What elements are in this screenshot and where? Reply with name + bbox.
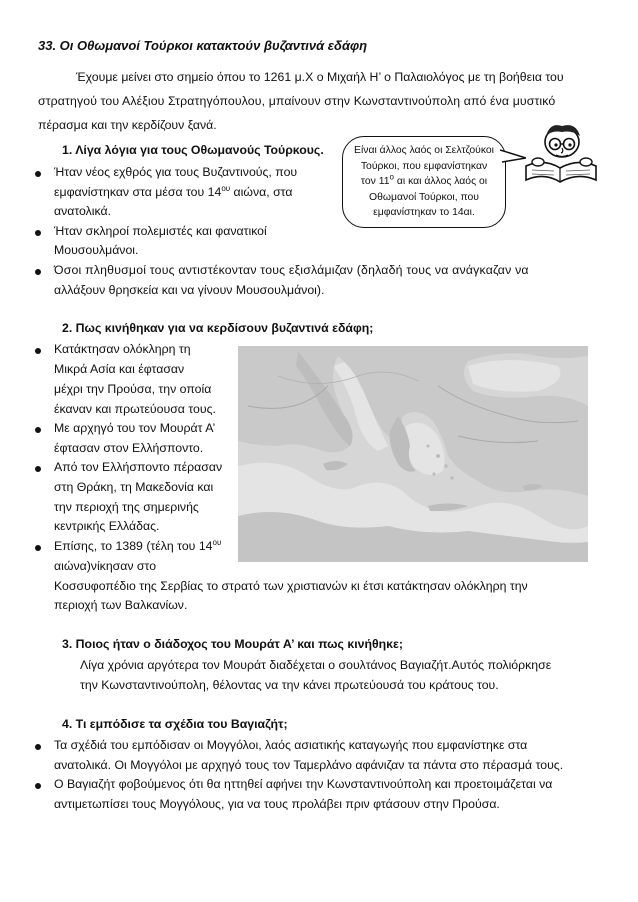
bullet <box>35 348 41 354</box>
section-2-bullet-1-line-4: έκαναν και πρωτεύουσα τους. <box>54 402 216 416</box>
section-2-bullet-3-line-4: κεντρικής Ελλάδας. <box>54 519 160 533</box>
section-1-bullet-1-line-1: Ήταν νέος εχθρός για τους Βυζαντινούς, που <box>54 165 298 179</box>
section-2-heading: 2. Πως κινήθηκαν για να κερδίσουν βυζαντινά εδάφη; <box>62 321 374 335</box>
bullet <box>35 427 41 433</box>
intro-line-2: στρατηγού του Αλέξιου Στρατηγόπουλου, μπαίνουν στην Κωνσταντινούπολη από ένα μυστικό <box>38 94 556 108</box>
section-2-bullet-4-line-4: περιοχή των Βαλκανίων. <box>54 598 188 612</box>
bullet <box>35 269 41 275</box>
section-1-bullet-3-line-1: Όσοι πληθυσμοί τους αντιστέκονταν τους εξισλάμιζαν (δηλαδή τους να ανάγκαζαν να <box>54 263 529 277</box>
section-2-bullet-4-line-2: αιώνα)νίκησαν στο <box>54 559 157 573</box>
bubble-line-5: εμφανίστηκαν το 14αι. <box>373 207 475 218</box>
bullet <box>35 171 41 177</box>
section-2-bullet-3-line-2: στη Θράκη, τη Μακεδονία και <box>54 480 214 494</box>
section-4-bullet-2-line-2: αντιμετωπίσει τους Μογγόλους, για να τους προλάβει πριν φτάσουν στην Προύσα. <box>54 797 500 811</box>
section-2-bullet-2-line-2: έφτασαν στον Ελλήσποντο. <box>54 441 204 455</box>
section-2-bullet-1-line-2: Μικρά Ασία και έφτασαν <box>54 362 185 376</box>
mediterranean-map-image <box>238 346 588 562</box>
bubble-line-4: Οθωμανοί Τούρκοι, που <box>369 191 479 203</box>
bubble-line-1: Είναι άλλος λαός οι Σελτζούκοι <box>354 145 494 156</box>
section-1-heading: 1. Λίγα λόγια για τους Οθωμανούς Τούρκους. <box>62 143 324 157</box>
intro-line-3: πέρασμα και την κερδίζουν ξανά. <box>38 118 217 132</box>
bullet <box>35 783 41 789</box>
intro-line-1: Έχουμε μείνει στο σημείο όπου το 1261 μ.Χ ο Μιχαήλ Η’ ο Παλαιολόγος με τη βοήθεια του <box>76 70 564 84</box>
section-2-bullet-3-line-1: Από τον Ελλήσποντο πέρασαν <box>54 460 223 474</box>
bullet <box>35 744 41 750</box>
section-1-bullet-3-line-2: αλλάξουν θρησκεία και να γίνουν Μουσουλμάνοι). <box>54 283 325 297</box>
section-1-bullet-2-line-2: Μουσουλμάνοι. <box>54 243 139 257</box>
section-1-bullet-1-line-2: εμφανίστηκαν στα μέσα του $14^{o\upsilon}$ αιώνα, στα <box>54 183 293 199</box>
section-3-line-1: Λίγα χρόνια αργότερα τον Μουράτ διαδέχεται ο σουλτάνος Βαγιαζήτ.Αυτός πολιόρκησε <box>80 658 552 672</box>
page-title: 33. Οι Οθωμανοί Τούρκοι κατακτούν βυζαντινά εδάφη <box>38 38 368 53</box>
section-2-bullet-2-line-1: Με αρχηγό του τον Μουράτ Α’ <box>54 421 216 435</box>
section-3-heading: 3. Ποιος ήταν ο διάδοχος του Μουράτ Α’ και πως κινήθηκε; <box>62 637 403 651</box>
section-1-bullet-1-line-3: ανατολικά. <box>54 204 112 218</box>
section-2-bullet-1-line-1: Κατάκτησαν ολόκληρη τη <box>54 342 191 356</box>
section-2-bullet-3-line-3: την περιοχή της σημερινής <box>54 500 199 514</box>
section-4-heading: 4. Τι εμπόδισε τα σχέδια του Βαγιαζήτ; <box>62 717 288 731</box>
bullet <box>35 466 41 472</box>
section-4-bullet-1-line-2: ανατολικά. Οι Μογγόλοι με αρχηγό τους τον Ταμερλάνο αφάνιζαν τα πάντα στο πέρασμά τους. <box>54 758 564 772</box>
section-4-bullet-1-line-1: Τα σχέδιά του εμπόδισαν οι Μογγόλοι, λαός ασιατικής καταγωγής που εμφανίστηκε στα <box>54 738 528 752</box>
section-2-bullet-1-line-3: μέχρι την Προύσα, την οποία <box>54 382 212 396</box>
section-1-bullet-2-line-1: Ήταν σκληροί πολεμιστές και φανατικοί <box>54 224 267 238</box>
bubble-line-2: Τούρκοι, που εμφανίστηκαν <box>360 160 488 172</box>
speech-bubble <box>342 136 506 228</box>
bullet <box>35 545 41 551</box>
bubble-line-3: τον $11^o$ αι και άλλος λαός οι <box>360 172 488 187</box>
section-2-bullet-4-line-3: Κοσσυφοπέδιο της Σερβίας το στρατό των χριστιανών κι έτσι κατάκτησαν ολόκληρη την <box>54 579 528 593</box>
section-3-line-2: την Κωνσταντινούπολη, θέλοντας να την κάνει πρωτεύουσά του κράτους του. <box>80 678 499 692</box>
bullet <box>35 230 41 236</box>
reading-character-illustration <box>520 118 602 188</box>
map-drawing <box>238 346 588 562</box>
section-2-bullet-4-line-1: Επίσης, το 1389 (τέλη του $14^{o\upsilon}$ <box>54 537 222 553</box>
section-4-bullet-2-line-1: Ο Βαγιαζήτ φοβούμενος ότι θα ηττηθεί αφήνει την Κωνσταντινούπολη και προετοιμάζεται να <box>54 777 553 791</box>
